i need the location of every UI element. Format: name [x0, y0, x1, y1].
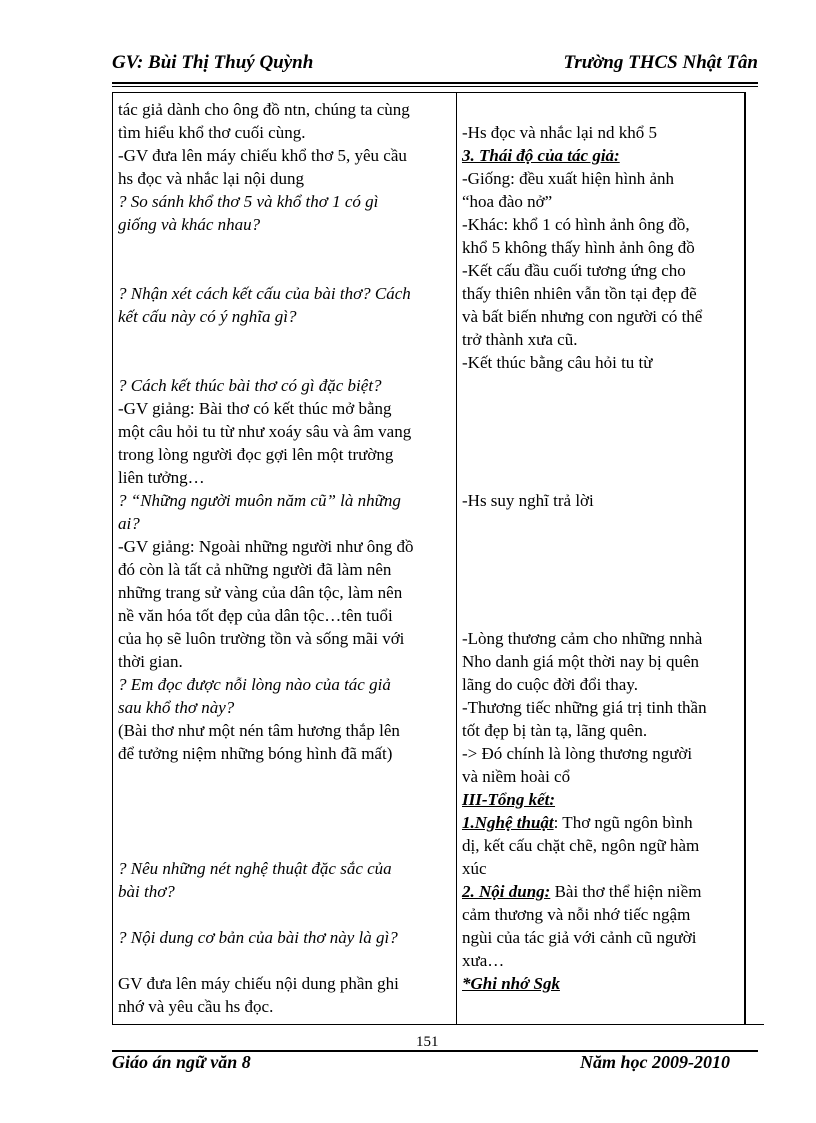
text-line: đó còn là tất cả những người đã làm nên: [118, 560, 392, 579]
text-line: [462, 811, 740, 834]
text-line: -GV giảng: Bài thơ có kết thúc mở bằng: [118, 399, 392, 418]
column-divider: [456, 92, 457, 1024]
text-line: lãng do cuộc đời đổi thay.: [462, 675, 638, 694]
question-line: ? Cách kết thúc bài thơ có gì đặc biệt?: [118, 376, 382, 395]
text-line: [462, 880, 740, 903]
header-school: Trường THCS Nhật Tân: [563, 52, 758, 73]
text-line: -> Đó chính là lòng thương người: [462, 744, 693, 763]
text-line: Nho danh giá một thời nay bị quên: [462, 652, 700, 671]
text-line: tốt đẹp bị tàn tạ, lãng quên.: [462, 721, 648, 740]
header-rule-thin: [112, 86, 758, 87]
page-header: [112, 52, 758, 82]
text-line: thấy thiên nhiên vẫn tồn tại đẹp đẽ: [462, 284, 697, 303]
text-line: liên tưởng…: [118, 468, 205, 487]
subheading: 2. Nội dung:: [462, 882, 551, 901]
text-line: tác giả dành cho ông đồ ntn, chúng ta cùng: [118, 100, 410, 119]
section-heading: III-Tổng kết:: [462, 790, 556, 809]
text-line: xúc: [462, 859, 487, 878]
text-line: và bất biến nhưng con người có thể: [462, 307, 703, 326]
text-line: và niềm hoài cổ: [462, 767, 571, 786]
text-line: -Hs đọc và nhắc lại nd khổ 5: [462, 123, 657, 142]
text-line: trở thành xưa cũ.: [462, 330, 578, 349]
narrow-column-divider: [744, 92, 745, 1024]
text-line: nhớ và yêu cầu hs đọc.: [118, 997, 274, 1016]
text-line: (Bài thơ như một nén tâm hương thắp lên: [118, 721, 400, 740]
text-line: -GV đưa lên máy chiếu khổ thơ 5, yêu cầu: [118, 146, 407, 165]
text-line: ngùi của tác giả với cảnh cũ người: [462, 928, 697, 947]
question-line: kết cấu này có ý nghĩa gì?: [118, 307, 297, 326]
question-line: ai?: [118, 514, 140, 533]
question-line: ? “Những người muôn năm cũ” là những: [118, 491, 401, 510]
page-footer: [112, 1052, 730, 1078]
question-line: ? Nội dung cơ bản của bài thơ này là gì?: [118, 928, 398, 947]
text-line: -Kết thúc bằng câu hỏi tu từ: [462, 353, 653, 372]
text-line: để tưởng niệm những bóng hình đã mất): [118, 744, 393, 763]
student-activity-column: [462, 98, 740, 995]
text-line: trong lòng người đọc gợi lên một trường: [118, 445, 394, 464]
question-line: giống và khác nhau?: [118, 215, 261, 234]
text-line: -Giống: đều xuất hiện hình ảnh: [462, 169, 674, 188]
text-line: GV đưa lên máy chiếu nội dung phần ghi: [118, 974, 399, 993]
note-heading: *Ghi nhớ Sgk: [462, 974, 560, 993]
text-line: nề văn hóa tốt đẹp của dân tộc…tên tuổi: [118, 606, 393, 625]
question-line: ? Nhận xét cách kết cấu của bài thơ? Cách: [118, 284, 411, 303]
text-line: -Thương tiếc những giá trị tinh thần: [462, 698, 707, 717]
text-line: -Khác: khổ 1 có hình ảnh ông đồ,: [462, 215, 690, 234]
text-line: tìm hiểu khổ thơ cuối cùng.: [118, 123, 306, 142]
question-line: sau khổ thơ này?: [118, 698, 235, 717]
text-line: “hoa đào nở”: [462, 192, 553, 211]
text-line: của họ sẽ luôn trường tồn và sống mãi với: [118, 629, 405, 648]
text-line: dị, kết cấu chặt chẽ, ngôn ngữ hàm: [462, 836, 700, 855]
text-line: -Hs suy nghĩ trả lời: [462, 491, 594, 510]
text-line: xưa…: [462, 951, 505, 970]
text-line: -GV giảng: Ngoài những người như ông đồ: [118, 537, 414, 556]
question-line: ? Nêu những nét nghệ thuật đặc sắc của: [118, 859, 392, 878]
text-line: -Kết cấu đầu cuối tương ứng cho: [462, 261, 686, 280]
text-line: hs đọc và nhắc lại nội dung: [118, 169, 305, 188]
section-heading: 3. Thái độ của tác giả:: [462, 146, 620, 165]
header-teacher: GV: Bùi Thị Thuý Quỳnh: [112, 52, 314, 73]
teacher-activity-column: [118, 98, 450, 1018]
page-number: 151: [416, 1034, 439, 1050]
text-line: thời gian.: [118, 652, 183, 671]
text-line: cảm thương và nỗi nhớ tiếc ngậm: [462, 905, 691, 924]
text-fragment: Bài thơ thể hiện niềm: [550, 882, 702, 901]
text-line: một câu hỏi tu từ như xoáy sâu và âm vang: [118, 422, 412, 441]
text-line: khổ 5 không thấy hình ảnh ông đồ: [462, 238, 695, 257]
header-rule: [112, 82, 758, 84]
question-line: ? So sánh khổ thơ 5 và khổ thơ 1 có gì: [118, 192, 379, 211]
text-fragment: : Thơ ngũ ngôn bình: [553, 813, 693, 832]
question-line: ? Em đọc được nỗi lòng nào của tác giả: [118, 675, 391, 694]
subheading: 1.Nghệ thuật: [462, 813, 554, 832]
text-line: -Lòng thương cảm cho những nnhà: [462, 629, 703, 648]
text-line: những trang sử vàng của dân tộc, làm nên: [118, 583, 403, 602]
table-bottom-rule: [112, 1024, 764, 1025]
question-line: bài thơ?: [118, 882, 175, 901]
footer-school-year: Năm học 2009-2010: [580, 1052, 730, 1072]
footer-subject: Giáo án ngữ văn 8: [112, 1052, 251, 1072]
